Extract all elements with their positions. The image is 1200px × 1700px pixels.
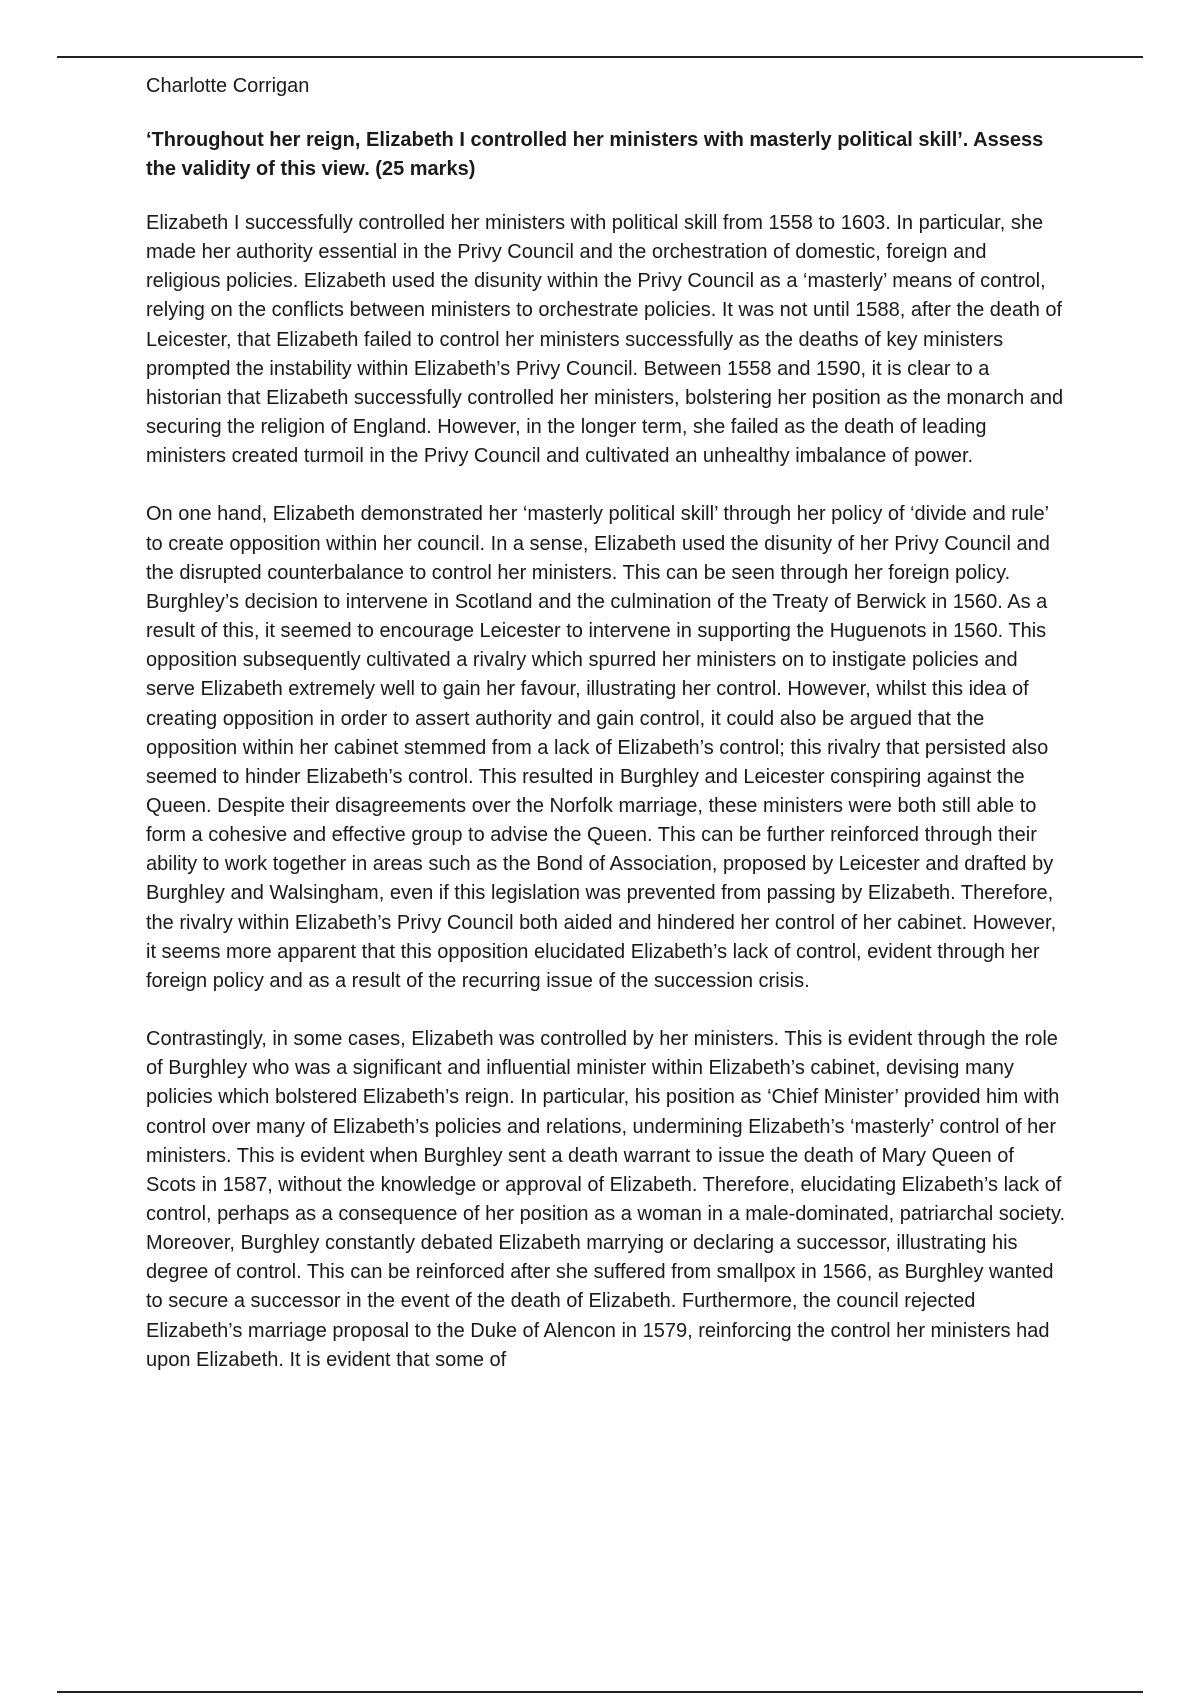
document-body [146, 72, 1066, 1404]
essay-question: ‘Throughout her reign, Elizabeth I controlled her ministers with masterly political skill’. Assess the validity of this view. (25 marks) [146, 129, 1044, 180]
paragraph-controlled-by-ministers: Contrastingly, in some cases, Elizabeth was controlled by her ministers. This is evident through the role of Burghley who was a significant and influential minister within Elizabeth’s cabinet, devising many policies which bolstered Elizabeth’s reign. In particular, his position as ‘Chief Minister’ provided him with control over many of Elizabeth’s policies and relations, undermining Elizabeth’s ‘masterly’ control of her ministers. This is evident when Burghley sent a death warrant to issue the death of Mary Queen of Scots in 1587, without the knowledge or approval of Elizabeth. Therefore, elucidating Elizabeth’s lack of control, perhaps as a consequence of her position as a woman in a male-dominated, patriarchal society. Moreover, Burghley constantly debated Elizabeth marrying or declaring a successor, illustrating his degree of control. This can be reinforced after she suffered from smallpox in 1566, as Burghley wanted to secure a successor in the event of the death of Elizabeth. Furthermore, the council rejected Elizabeth’s marriage proposal to the Duke of Alencon in 1579, reinforcing the control her ministers had upon Elizabeth. It is evident that some of [146, 1028, 1066, 1371]
paragraph-introduction: Elizabeth I successfully controlled her ministers with political skill from 1558 to 1603. In particular, she made her authority essential in the Privy Council and the orchestration of domestic, foreign and religious policies. Elizabeth used the disunity within the Privy Council as a ‘masterly’ means of control, relying on the conflicts between ministers to orchestrate policies. It was not until 1588, after the death of Leicester, that Elizabeth failed to control her ministers successfully as the deaths of key ministers prompted the instability within Elizabeth’s Privy Council. Between 1558 and 1590, it is clear to a historian that Elizabeth successfully controlled her ministers, bolstering her position as the monarch and securing the religion of England. However, in the longer term, she failed as the death of leading ministers created turmoil in the Privy Council and cultivated an unhealthy imbalance of power. [146, 212, 1064, 468]
header-rule [57, 56, 1143, 58]
footer-rule [57, 1691, 1143, 1693]
paragraph-divide-and-rule: On one hand, Elizabeth demonstrated her ‘masterly political skill’ through her policy of ‘divide and rule’ to create opposition within her council. In a sense, Elizabeth used the disunity of her Privy Council and the disrupted counterbalance to control her ministers. This can be seen through her foreign policy. Burghley’s decision to intervene in Scotland and the culmination of the Treaty of Berwick in 1560. As a result of this, it seemed to encourage Leicester to intervene in supporting the Huguenots in 1560. This opposition subsequently cultivated a rivalry which spurred her ministers on to instigate policies and serve Elizabeth extremely well to gain her favour, illustrating her control. However, whilst this idea of creating opposition in order to assert authority and gain control, it could also be argued that the opposition within her cabinet stemmed from a lack of Elizabeth’s control; this rivalry that persisted also seemed to hinder Elizabeth’s control. This resulted in Burghley and Leicester conspiring against the Queen. Despite their disagreements over the Norfolk marriage, these ministers were both still able to form a cohesive and effective group to advise the Queen. This can be further reinforced through their ability to work together in areas such as the Bond of Association, proposed by Leicester and drafted by Burghley and Walsingham, even if this legislation was prevented from passing by Elizabeth. Therefore, the rivalry within Elizabeth’s Privy Council both aided and hindered her control of her cabinet. However, it seems more apparent that this opposition elucidated Elizabeth’s lack of control, evident through her foreign policy and as a result of the recurring issue of the succession crisis. [146, 503, 1057, 992]
author-name: Charlotte Corrigan [146, 75, 310, 97]
